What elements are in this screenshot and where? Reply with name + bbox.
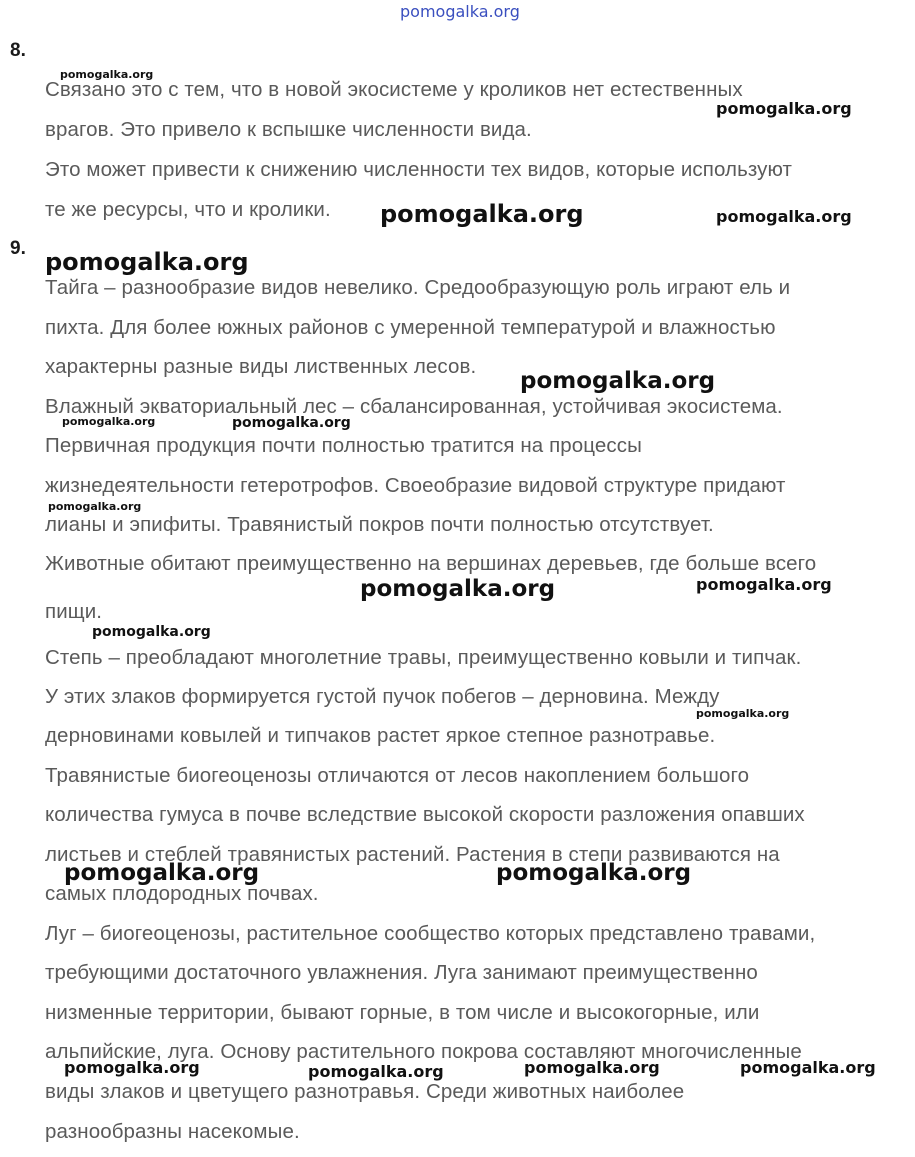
watermark-overlay: pomogalka.org xyxy=(696,707,790,720)
watermark-overlay: pomogalka.org xyxy=(64,860,260,886)
answer-9-line: характерны разные виды лиственных лесов. xyxy=(45,355,477,378)
answer-9-line: количества гумуса в почве вследствие высокой скорости разложения опавших xyxy=(45,803,805,826)
answer-9-line: Первичная продукция почти полностью тратится на процессы xyxy=(45,434,642,457)
answer-9-line: лианы и эпифиты. Травянистый покров почти полностью отсутствует. xyxy=(45,513,714,536)
answer-9-line: Травянистые биогеоценозы отличаются от лесов накоплением большого xyxy=(45,764,750,787)
watermark-overlay: pomogalka.org xyxy=(92,624,211,640)
answer-9-line: пихта. Для более южных районов с умеренной температурой и влажностью xyxy=(45,316,776,339)
answer-9-line: виды злаков и цветущего разнотравья. Среди животных наиболее xyxy=(45,1080,685,1103)
watermark-overlay: pomogalka.org xyxy=(60,68,154,81)
answer-9-line: самых плодородных почвах. xyxy=(45,882,319,905)
watermark-overlay: pomogalka.org xyxy=(308,1062,444,1081)
answer-9-line: У этих злаков формируется густой пучок побегов – дерновина. Между xyxy=(45,685,720,708)
answer-9-line: требующими достаточного увлажнения. Луга занимают преимущественно xyxy=(45,961,758,984)
watermark-overlay: pomogalka.org xyxy=(740,1058,876,1077)
watermark-overlay: pomogalka.org xyxy=(232,415,351,431)
watermark-overlay: pomogalka.org xyxy=(496,860,692,886)
answer-9-line: Степь – преобладают многолетние травы, преимущественно ковыли и типчак. xyxy=(45,646,802,669)
answer-9-line: Влажный экваториальный лес – сбалансированная, устойчивая экосистема. xyxy=(45,395,783,418)
answer-8-number: 8. xyxy=(10,40,26,61)
answer-8-line: те же ресурсы, что и кролики. xyxy=(45,198,331,221)
answer-9-line: Тайга – разнообразие видов невелико. Средообразующую роль играют ель и xyxy=(45,276,791,299)
watermark-overlay: pomogalka.org xyxy=(62,415,156,428)
answer-8-line: Это может привести к снижению численности тех видов, которые используют xyxy=(45,158,793,181)
watermark-overlay: pomogalka.org xyxy=(716,207,852,226)
watermark-overlay: pomogalka.org xyxy=(716,99,852,118)
answer-9-line: альпийские, луга. Основу растительного покрова составляют многочисленные xyxy=(45,1040,802,1063)
answer-9-line: листьев и стеблей травянистых растений. Растения в степи развиваются на xyxy=(45,843,780,866)
watermark-overlay: pomogalka.org xyxy=(696,575,832,594)
watermark-overlay: pomogalka.org xyxy=(520,368,716,394)
answer-9-line: пищи. xyxy=(45,600,103,623)
answer-9-line: Животные обитают преимущественно на вершинах деревьев, где больше всего xyxy=(45,552,817,575)
header-watermark: pomogalka.org xyxy=(400,2,520,21)
answer-8-line: Связано это с тем, что в новой экосистеме у кроликов нет естественных xyxy=(45,78,743,101)
answer-9-line: низменные территории, бывают горные, в том числе и высокогорные, или xyxy=(45,1001,760,1024)
watermark-overlay: pomogalka.org xyxy=(64,1058,200,1077)
watermark-overlay: pomogalka.org xyxy=(45,248,249,276)
answer-9-number: 9. xyxy=(10,238,26,259)
answer-9-line: Луг – биогеоценозы, растительное сообщество которых представлено травами, xyxy=(45,922,816,945)
answer-9-line: жизнедеятельности гетеротрофов. Своеобразие видовой структуре придают xyxy=(45,474,786,497)
watermark-overlay: pomogalka.org xyxy=(380,200,584,228)
answer-9-line: дерновинами ковылей и типчаков растет яркое степное разнотравье. xyxy=(45,724,716,747)
watermark-overlay: pomogalka.org xyxy=(48,500,142,513)
watermark-overlay: pomogalka.org xyxy=(360,576,556,602)
answer-9-line: разнообразны насекомые. xyxy=(45,1120,300,1143)
watermark-overlay: pomogalka.org xyxy=(524,1058,660,1077)
answer-8-line: врагов. Это привело к вспышке численности вида. xyxy=(45,118,532,141)
